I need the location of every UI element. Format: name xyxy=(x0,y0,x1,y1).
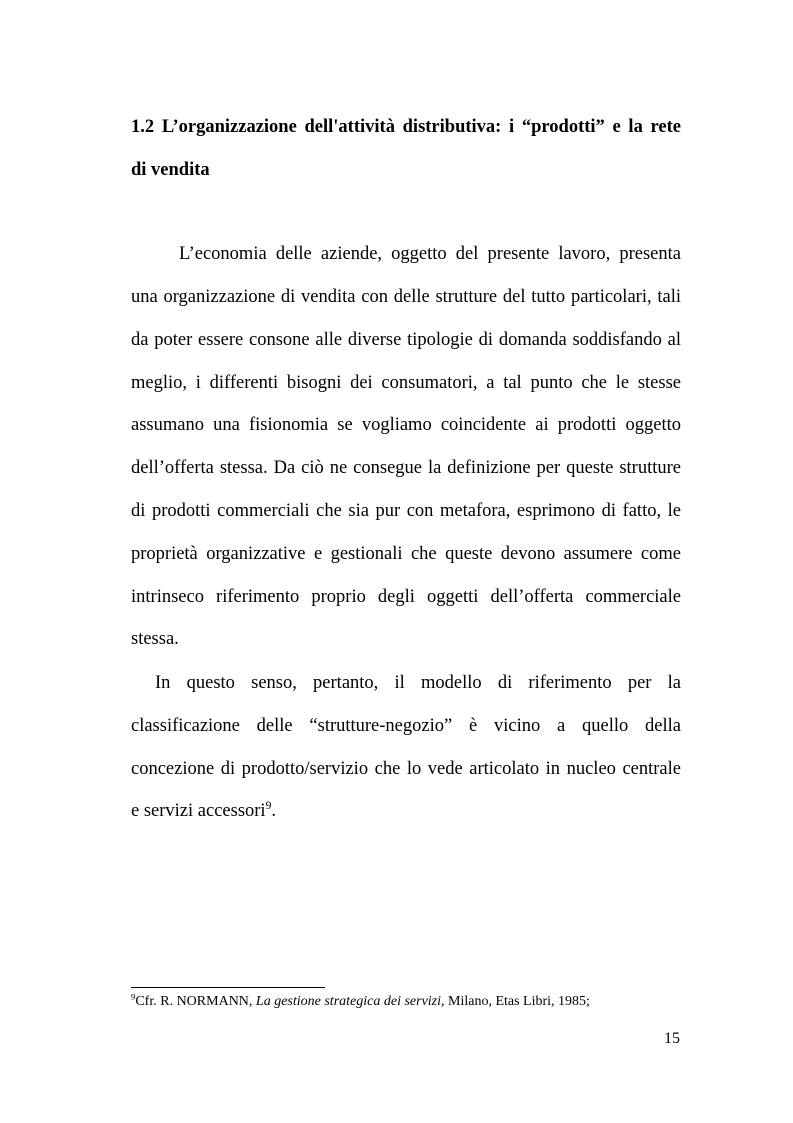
paragraph-2-line-3: concezione di prodotto/servizio che lo vede articolato in nucleo centrale xyxy=(131,759,681,779)
footnote-marker: 9 xyxy=(131,991,136,1002)
paragraph-1-line-9: intrinseco riferimento proprio degli oggetti dell’offerta commerciale xyxy=(131,587,681,607)
section-heading-line-2: di vendita xyxy=(131,160,210,180)
paragraph-2-line-4-end: . xyxy=(271,801,276,821)
paragraph-1-line-4: meglio, i differenti bisogni dei consumatori, a tal punto che le stesse xyxy=(131,373,681,393)
footnote xyxy=(131,992,691,1012)
section-heading-line-1: 1.2 L’organizzazione dell'attività distributiva: i “prodotti” e la rete xyxy=(131,117,681,137)
paragraph-1-line-10: stessa. xyxy=(131,629,179,649)
paragraph-2-line-4-text: e servizi accessori xyxy=(131,801,266,821)
paragraph-1-line-1: L’economia delle aziende, oggetto del presente lavoro, presenta xyxy=(179,244,681,264)
footnote-suffix: , Milano, Etas Libri, 1985; xyxy=(441,994,590,1009)
paragraph-1-line-6: dell’offerta stessa. Da ciò ne consegue la definizione per queste strutture xyxy=(131,458,681,478)
paragraph-1-line-3: da poter essere consone alle diverse tipologie di domanda soddisfando al xyxy=(131,330,681,350)
footnote-book-title: La gestione strategica dei servizi xyxy=(255,994,442,1009)
footnote-prefix: Cfr. R. NORMANN, xyxy=(135,994,256,1009)
page-number: 15 xyxy=(664,1030,680,1047)
footnote-separator xyxy=(131,987,325,988)
paragraph-2-line-1: In questo senso, pertanto, il modello di riferimento per la xyxy=(155,673,681,693)
paragraph-1-line-2: una organizzazione di vendita con delle strutture del tutto particolari, tali xyxy=(131,287,681,307)
paragraph-2-line-2: classificazione delle “strutture-negozio” è vicino a quello della xyxy=(131,716,681,736)
paragraph-1-line-7: di prodotti commerciali che sia pur con metafora, esprimono di fatto, le xyxy=(131,501,681,521)
paragraph-1-line-8: proprietà organizzative e gestionali che queste devono assumere come xyxy=(131,544,681,564)
paragraph-1-line-5: assumano una fisionomia se vogliamo coincidente ai prodotti oggetto xyxy=(131,415,681,435)
paragraph-2-line-4 xyxy=(131,797,681,825)
footnote-reference: 9 xyxy=(265,799,272,812)
